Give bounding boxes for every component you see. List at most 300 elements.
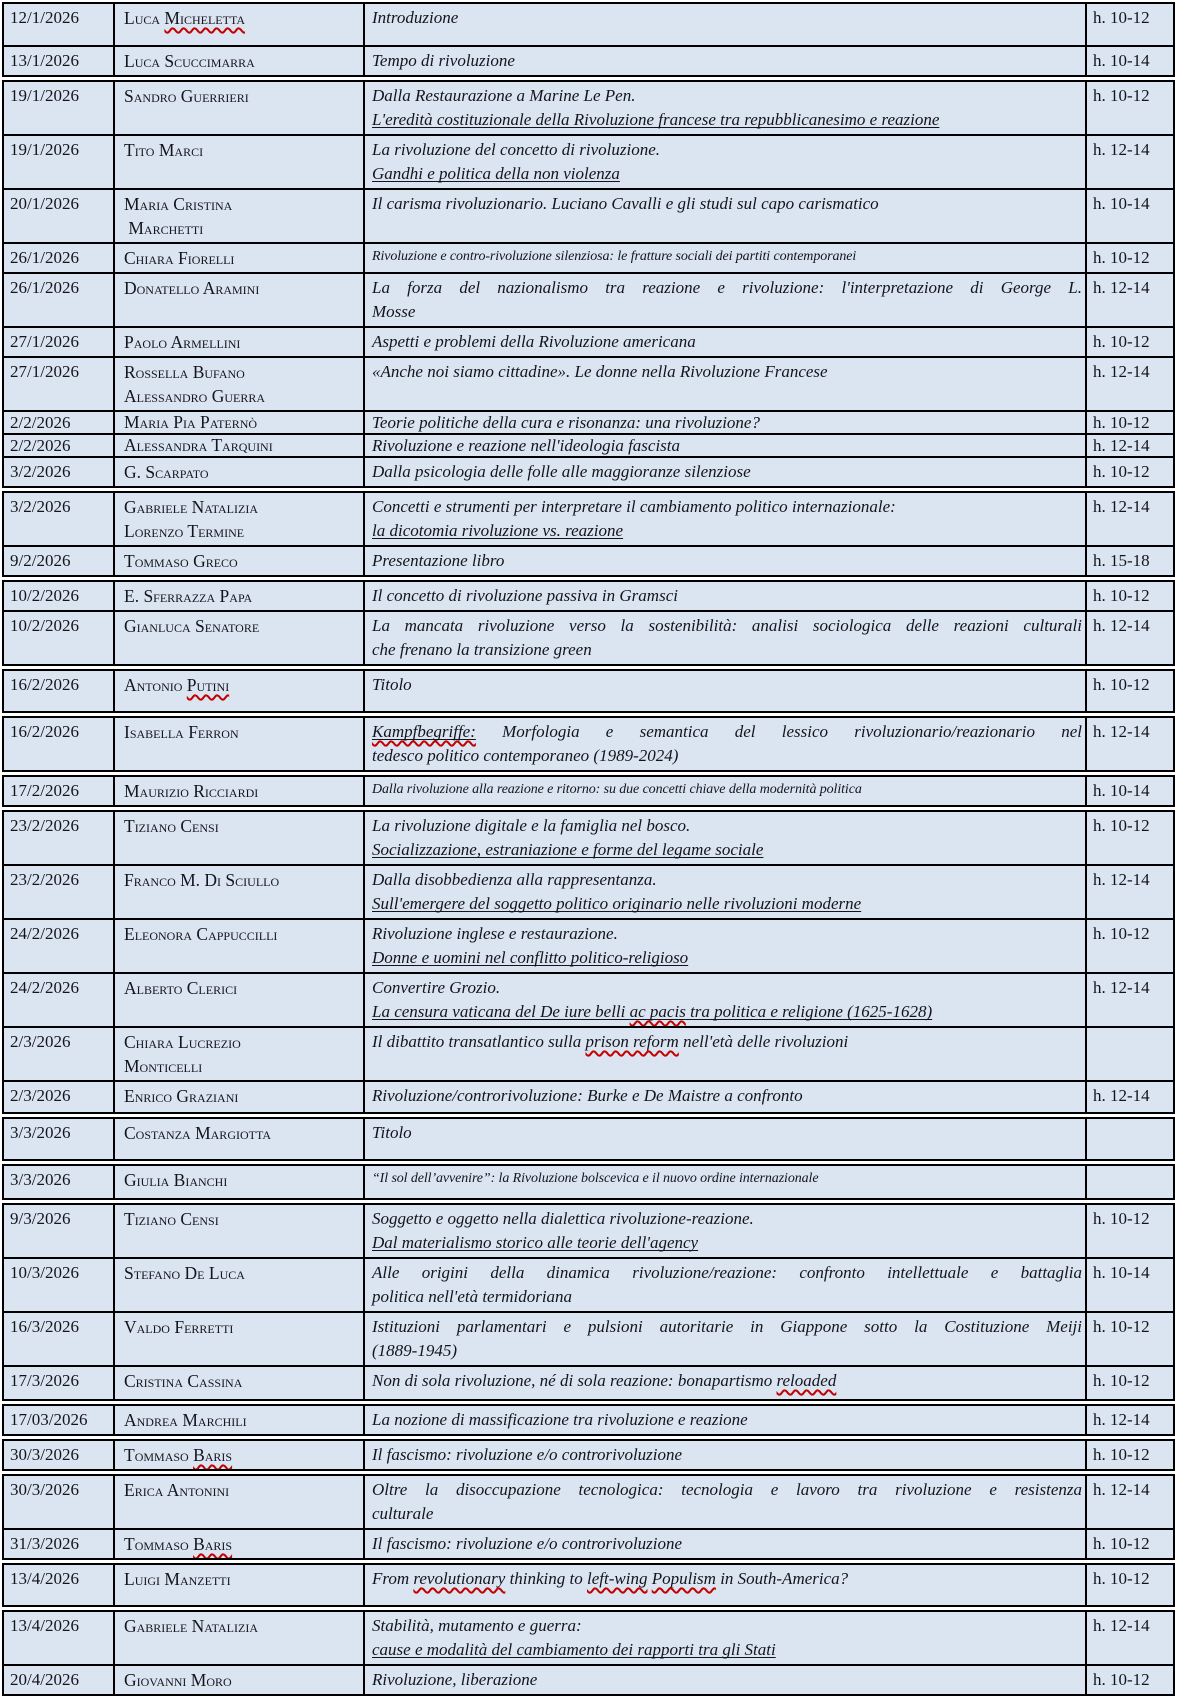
table-row: [2, 1080, 1175, 1114]
title-cell: [365, 1119, 1087, 1159]
title-line: [372, 1231, 1082, 1255]
title-line: [372, 744, 1082, 768]
speaker-name-line: [124, 276, 361, 300]
title-line: [372, 1207, 1082, 1231]
time-cell: h. 10-12: [1093, 413, 1150, 432]
text-segment: La forza del nazionalismo tra reazione e rivoluzione: l'interpretazione di George L.: [372, 278, 1082, 297]
date-cell: 16/3/2026: [4, 1313, 115, 1365]
time-cell: h. 12-14: [1093, 616, 1150, 635]
title-line: [372, 6, 1082, 30]
title-cell: [365, 1367, 1087, 1399]
text-segment: Aspetti e problemi della Rivoluzione americana: [372, 332, 696, 351]
title-line: [372, 108, 1082, 132]
date-cell: 3/3/2026: [4, 1166, 115, 1198]
table-row: [2, 1117, 1175, 1161]
title-line: [372, 549, 1082, 573]
speaker-name-line: [124, 1054, 361, 1078]
text-segment: Enrico Graziani: [124, 1086, 239, 1106]
text-segment: Presentazione libro: [372, 551, 505, 570]
title-cell: [365, 1166, 1087, 1198]
text-segment: in South-America?: [715, 1569, 849, 1588]
speaker-name-line: [124, 495, 361, 519]
date-cell: 2/3/2026: [4, 1082, 115, 1112]
time-cell: h. 10-12: [1093, 1317, 1150, 1336]
title-cell: [365, 1530, 1087, 1558]
date-cell: 23/2/2026: [4, 812, 115, 864]
time-cell: h. 10-12: [1093, 1209, 1150, 1228]
title-line: [372, 673, 1082, 697]
speaker-cell: [115, 190, 365, 242]
text-segment: Stefano De Luca: [124, 1263, 245, 1283]
title-cell: [365, 328, 1087, 356]
text-segment: “Il sol dell’avvenire”: la Rivoluzione bolscevica e il nuovo ordine internazionale: [372, 1171, 819, 1186]
text-segment: Introduzione: [372, 8, 459, 27]
speaker-cell: [115, 582, 365, 610]
title-line: [372, 1502, 1082, 1526]
speaker-name-line: [124, 519, 361, 543]
table-row: [2, 491, 1175, 547]
speaker-name-line: [124, 1369, 361, 1393]
speaker-name-line: [124, 460, 361, 484]
date-cell: 13/1/2026: [4, 47, 115, 75]
time-cell: h. 10-12: [1093, 462, 1150, 481]
speaker-cell: [115, 1028, 365, 1080]
title-cell: [365, 582, 1087, 610]
speaker-cell: [115, 328, 365, 356]
speaker-name-line: [124, 384, 361, 408]
speaker-cell: [115, 974, 365, 1026]
title-cell: [365, 244, 1087, 272]
table-row: [2, 2, 1175, 47]
text-segment: Marchetti: [124, 218, 204, 238]
date-cell: 3/2/2026: [4, 458, 115, 486]
speaker-cell: [115, 547, 365, 575]
underlined-text: la dicotomia rivoluzione vs. reazione: [372, 521, 624, 540]
table-row: [2, 1404, 1175, 1436]
title-line: [372, 1443, 1082, 1467]
title-line: [372, 1168, 1082, 1190]
date-cell: 20/1/2026: [4, 190, 115, 242]
time-cell: h. 10-12: [1093, 1371, 1150, 1390]
text-segment: Valdo Ferretti: [124, 1317, 234, 1337]
title-line: [372, 138, 1082, 162]
title-line: [372, 330, 1082, 354]
text-segment: Rivoluzione inglese e restaurazione.: [372, 924, 618, 943]
speaker-name-line: [124, 1668, 361, 1692]
schedule-table: [2, 2, 1175, 1696]
text-segment: Isabella Ferron: [124, 722, 239, 742]
title-cell: [365, 1565, 1087, 1605]
title-cell: [365, 812, 1087, 864]
time-cell: [1087, 1166, 1173, 1198]
text-segment: La mancata rivoluzione verso la sostenibilità: analisi sociologica delle reazioni culturali: [372, 616, 1082, 635]
title-line: [372, 276, 1082, 300]
title-line: [372, 1614, 1082, 1638]
speaker-cell: [115, 1476, 365, 1528]
table-row: [2, 716, 1175, 772]
title-cell: [365, 412, 1087, 433]
title-line: [372, 84, 1082, 108]
underlined-text: La censura vaticana del De iure belli: [372, 1002, 630, 1021]
text-segment: Rivoluzione e reazione nell'ideologia fascista: [372, 436, 681, 455]
speaker-cell: [115, 82, 365, 134]
text-segment: Stabilità, mutamento e guerra:: [372, 1616, 582, 1635]
time-cell: [1087, 1119, 1173, 1159]
speaker-name-line: [124, 673, 361, 697]
text-segment: Luigi Manzetti: [124, 1569, 231, 1589]
title-cell: [365, 1028, 1087, 1080]
text-segment: Giulia Bianchi: [124, 1170, 228, 1190]
text-segment: Rivoluzione e contro-rivoluzione silenziosa: le fratture sociali dei partiti contemporanei: [372, 249, 857, 264]
speaker-name-line: [124, 49, 361, 73]
time-cell: h. 12-14: [1093, 278, 1150, 297]
speaker-cell: [115, 718, 365, 770]
text-segment: Maria Pia Paternò: [124, 412, 258, 432]
text-segment: Lorenzo Termine: [124, 521, 245, 541]
title-line: [372, 584, 1082, 608]
text-segment: Alessandra Tarquini: [124, 435, 273, 455]
time-cell: h. 15-18: [1093, 551, 1150, 570]
table-row: [2, 1474, 1175, 1530]
text-segment: Il concetto di rivoluzione passiva in Gramsci: [372, 586, 678, 605]
text-segment: Oltre la disoccupazione tecnologica: tecnologia e lavoro tra rivoluzione e resistenza: [372, 1480, 1082, 1499]
speaker-name-line: [124, 1030, 361, 1054]
title-cell: [365, 1666, 1087, 1694]
date-cell: 23/2/2026: [4, 866, 115, 918]
text-segment: (1889-1945): [372, 1341, 457, 1360]
text-segment: La rivoluzione digitale e la famiglia nel bosco.: [372, 816, 691, 835]
misspelled-text: [630, 1002, 686, 1021]
speaker-name-line: [124, 84, 361, 108]
time-cell: h. 12-14: [1093, 362, 1150, 381]
title-cell: [365, 458, 1087, 486]
text-segment: Non di sola rivoluzione, né di sola reazione: bonapartismo: [372, 1371, 777, 1390]
text-segment: Chiara Lucrezio: [124, 1032, 241, 1052]
title-cell: [365, 358, 1087, 410]
speaker-name-line: [124, 1478, 361, 1502]
title-line: [372, 1478, 1082, 1502]
table-row: [2, 356, 1175, 412]
speaker-cell: [115, 671, 365, 711]
text-segment: Tommaso: [124, 1534, 194, 1554]
date-cell: 10/3/2026: [4, 1259, 115, 1311]
table-row: [2, 80, 1175, 136]
title-line: [372, 779, 1082, 801]
speaker-cell: [115, 777, 365, 805]
title-cell: [365, 493, 1087, 545]
date-cell: 3/2/2026: [4, 493, 115, 545]
underlined-text: Dal materialismo storico alle teorie dell'agency: [372, 1233, 699, 1252]
date-cell: 19/1/2026: [4, 136, 115, 188]
underlined-text: L'eredità costituzionale della Rivoluzione francese tra repubblicanesimo e reazione: [372, 110, 940, 129]
table-row: [2, 972, 1175, 1028]
time-cell: h. 10-12: [1093, 86, 1150, 105]
time-cell: h. 10-12: [1093, 8, 1150, 27]
title-line: [372, 1369, 1082, 1393]
text-segment: Sandro Guerrieri: [124, 86, 249, 106]
speaker-name-line: [124, 1532, 361, 1556]
title-cell: [365, 435, 1087, 456]
title-cell: [365, 274, 1087, 326]
title-cell: [365, 136, 1087, 188]
text-segment: Gabriele Natalizia: [124, 497, 259, 517]
table-row: [2, 134, 1175, 190]
date-cell: 17/3/2026: [4, 1367, 115, 1399]
text-segment: From: [372, 1569, 414, 1588]
text-segment: Concetti e strumenti per interpretare il cambiamento politico internazionale:: [372, 497, 896, 516]
title-line: [372, 1339, 1082, 1363]
title-line: [372, 192, 1082, 216]
title-cell: [365, 1313, 1087, 1365]
speaker-name-line: [124, 192, 361, 216]
text-segment: Costanza Margiotta: [124, 1123, 272, 1143]
date-cell: 3/3/2026: [4, 1119, 115, 1159]
table-row: [2, 433, 1175, 458]
text-segment: che frenano la transizione green: [372, 640, 592, 659]
text-segment: politica nell'età termidoriana: [372, 1287, 573, 1306]
speaker-cell: [115, 458, 365, 486]
speaker-cell: [115, 274, 365, 326]
time-cell: h. 10-12: [1093, 1569, 1150, 1588]
date-cell: 24/2/2026: [4, 974, 115, 1026]
speaker-name-line: [124, 1443, 361, 1467]
title-line: [372, 1084, 1082, 1108]
speaker-cell: [115, 47, 365, 75]
text-segment: Alberto Clerici: [124, 978, 238, 998]
speaker-name-line: [124, 246, 361, 270]
text-segment: Paolo Armellini: [124, 332, 241, 352]
table-row: [2, 1610, 1175, 1666]
text-segment: Tiziano Censi: [124, 816, 219, 836]
date-cell: 31/3/2026: [4, 1530, 115, 1558]
text-segment: Rivoluzione/controrivoluzione: Burke e De Maistre a confronto: [372, 1086, 803, 1105]
table-row: [2, 1311, 1175, 1367]
time-cell: h. 10-12: [1093, 332, 1150, 351]
speaker-cell: [115, 920, 365, 972]
title-line: [372, 976, 1082, 1000]
title-line: [372, 892, 1082, 916]
text-segment: Eleonora Cappuccilli: [124, 924, 278, 944]
speaker-cell: [115, 1565, 365, 1605]
speaker-name-line: [124, 216, 361, 240]
title-cell: [365, 612, 1087, 664]
table-row: [2, 669, 1175, 713]
speaker-cell: [115, 244, 365, 272]
table-row: [2, 1164, 1175, 1200]
misspelled-text: Populism: [651, 1569, 716, 1588]
title-cell: [365, 47, 1087, 75]
title-line: [372, 1285, 1082, 1309]
table-row: [2, 1563, 1175, 1607]
time-cell: h. 12-14: [1093, 1410, 1150, 1429]
speaker-cell: [115, 493, 365, 545]
text-segment: «Anche noi siamo cittadine». Le donne nella Rivoluzione Francese: [372, 362, 828, 381]
speaker-cell: [115, 1082, 365, 1112]
speaker-name-line: [124, 1614, 361, 1638]
time-cell: h. 10-12: [1093, 586, 1150, 605]
table-row: [2, 1026, 1175, 1082]
date-cell: 16/2/2026: [4, 671, 115, 711]
speaker-cell: [115, 412, 365, 433]
text-segment: Dalla psicologia delle folle alle maggioranze silenziose: [372, 462, 751, 481]
text-segment: Dalla disobbedienza alla rappresentanza.: [372, 870, 657, 889]
text-segment: La nozione di massificazione tra rivoluzione e reazione: [372, 1410, 748, 1429]
speaker-cell: [115, 1119, 365, 1159]
table-row: [2, 1257, 1175, 1313]
date-cell: 12/1/2026: [4, 4, 115, 45]
title-line: [372, 360, 1082, 384]
speaker-name-line: [124, 1315, 361, 1339]
date-cell: 9/3/2026: [4, 1205, 115, 1257]
misspelled-text: ac pacis: [629, 1002, 686, 1021]
text-segment: nell'età delle rivoluzioni: [678, 1032, 849, 1051]
misspelled-text: reloaded: [776, 1371, 837, 1390]
speaker-name-line: [124, 720, 361, 744]
table-row: [2, 610, 1175, 666]
text-segment: Tommaso Greco: [124, 551, 238, 571]
title-line: [372, 868, 1082, 892]
time-cell: h. 12-14: [1093, 870, 1150, 889]
date-cell: 17/2/2026: [4, 777, 115, 805]
title-line: [372, 1000, 1082, 1024]
text-segment: Alle origini della dinamica rivoluzione/reazione: confronto intellettuale e battaglia: [372, 1263, 1082, 1282]
text-segment: E. Sferrazza Papa: [124, 586, 253, 606]
title-cell: [365, 1082, 1087, 1112]
title-cell: [365, 190, 1087, 242]
speaker-name-line: [124, 360, 361, 384]
table-row: [2, 1365, 1175, 1401]
date-cell: 2/3/2026: [4, 1028, 115, 1080]
time-cell: h. 10-12: [1093, 675, 1150, 694]
speaker-name-line: [124, 1408, 361, 1432]
speaker-cell: [115, 612, 365, 664]
title-line: [372, 1261, 1082, 1285]
title-cell: [365, 974, 1087, 1026]
time-cell: h. 10-12: [1093, 1445, 1150, 1464]
date-cell: 27/1/2026: [4, 328, 115, 356]
speaker-name-line: [124, 138, 361, 162]
title-line: [372, 614, 1082, 638]
text-segment: Il fascismo: rivoluzione e/o controrivoluzione: [372, 1534, 683, 1553]
date-cell: 20/4/2026: [4, 1666, 115, 1694]
date-cell: 16/2/2026: [4, 718, 115, 770]
text-segment: Rivoluzione, liberazione: [372, 1670, 538, 1689]
misspelled-text: revolutionary: [413, 1569, 506, 1588]
title-cell: [365, 777, 1087, 805]
misspelled-text: [372, 722, 476, 741]
table-row: [2, 864, 1175, 920]
text-segment: Mosse: [372, 302, 416, 321]
text-segment: Tempo di rivoluzione: [372, 51, 515, 70]
text-segment: Tommaso: [124, 1445, 194, 1465]
date-cell: 26/1/2026: [4, 244, 115, 272]
title-line: [372, 1532, 1082, 1556]
title-cell: [365, 718, 1087, 770]
speaker-name-line: [124, 976, 361, 1000]
title-line: [372, 162, 1082, 186]
text-segment: Convertire Grozio.: [372, 978, 501, 997]
date-cell: 30/3/2026: [4, 1441, 115, 1469]
time-cell: h. 10-12: [1093, 1670, 1150, 1689]
text-segment: Istituzioni parlamentari e pulsioni autoritarie in Giappone sotto la Costituzione Meiji: [372, 1317, 1082, 1336]
title-line: [372, 412, 1082, 433]
table-row: [2, 188, 1175, 244]
time-cell: h. 12-14: [1093, 722, 1150, 741]
date-cell: 13/4/2026: [4, 1612, 115, 1664]
title-line: [372, 946, 1082, 970]
text-segment: Il carisma rivoluzionario. Luciano Cavalli e gli studi sul capo carismatico: [372, 194, 879, 213]
table-row: [2, 1439, 1175, 1471]
time-cell: h. 10-12: [1093, 248, 1150, 267]
speaker-name-line: [124, 584, 361, 608]
time-cell: h. 12-14: [1093, 140, 1150, 159]
date-cell: 13/4/2026: [4, 1565, 115, 1605]
date-cell: 30/3/2026: [4, 1476, 115, 1528]
underlined-text: Socializzazione, estraniazione e forme del legame sociale: [372, 840, 764, 859]
date-cell: 10/2/2026: [4, 582, 115, 610]
table-row: [2, 45, 1175, 77]
date-cell: 2/2/2026: [4, 412, 115, 433]
text-segment: Dalla rivoluzione alla reazione e ritorno: su due concetti chiave della modernità politica: [372, 782, 862, 797]
text-segment: Chiara Fiorelli: [124, 248, 235, 268]
text-segment: Luca Scuccimarra: [124, 51, 255, 71]
table-row: [2, 1664, 1175, 1696]
time-cell: h. 10-14: [1093, 194, 1150, 213]
speaker-cell: [115, 358, 365, 410]
title-line: [372, 1030, 1082, 1054]
table-row: [2, 810, 1175, 866]
text-segment: Dalla Restaurazione a Marine Le Pen.: [372, 86, 636, 105]
table-row: [2, 326, 1175, 358]
text-segment: Gianluca Senatore: [124, 616, 260, 636]
text-segment: La rivoluzione del concetto di rivoluzione.: [372, 140, 661, 159]
speaker-name-line: [124, 1207, 361, 1231]
title-line: [372, 838, 1082, 862]
time-cell: h. 10-12: [1093, 924, 1150, 943]
speaker-name-line: [124, 6, 361, 30]
date-cell: 9/2/2026: [4, 547, 115, 575]
time-cell: h. 12-14: [1093, 1480, 1150, 1499]
time-cell: h. 12-14: [1093, 978, 1150, 997]
underlined-text: Donne e uomini nel conflitto politico-religioso: [372, 948, 689, 967]
title-line: [372, 814, 1082, 838]
title-line: [372, 1315, 1082, 1339]
misspelled-text: prison reform: [585, 1032, 679, 1051]
title-cell: [365, 671, 1087, 711]
table-row: [2, 1203, 1175, 1259]
speaker-name-line: [124, 330, 361, 354]
date-cell: 10/2/2026: [4, 612, 115, 664]
text-segment: Erica Antonini: [124, 1480, 230, 1500]
text-segment: tedesco politico contemporaneo (1989-2024): [372, 746, 679, 765]
speaker-name-line: [124, 922, 361, 946]
speaker-name-line: [124, 1567, 361, 1591]
title-cell: [365, 547, 1087, 575]
text-segment: Donatello Aramini: [124, 278, 260, 298]
title-cell: [365, 866, 1087, 918]
misspelled-text: Baris: [193, 1534, 233, 1554]
text-segment: Titolo: [372, 1123, 412, 1142]
title-cell: [365, 1406, 1087, 1434]
text-segment: G. Scarpato: [124, 462, 209, 482]
speaker-name-line: [124, 779, 361, 803]
table-row: [2, 918, 1175, 974]
table-row: [2, 456, 1175, 488]
speaker-cell: [115, 1612, 365, 1664]
speaker-cell: [115, 866, 365, 918]
misspelled-text: Kampfbegriffe:: [372, 722, 476, 741]
time-cell: h. 12-14: [1093, 1086, 1150, 1105]
